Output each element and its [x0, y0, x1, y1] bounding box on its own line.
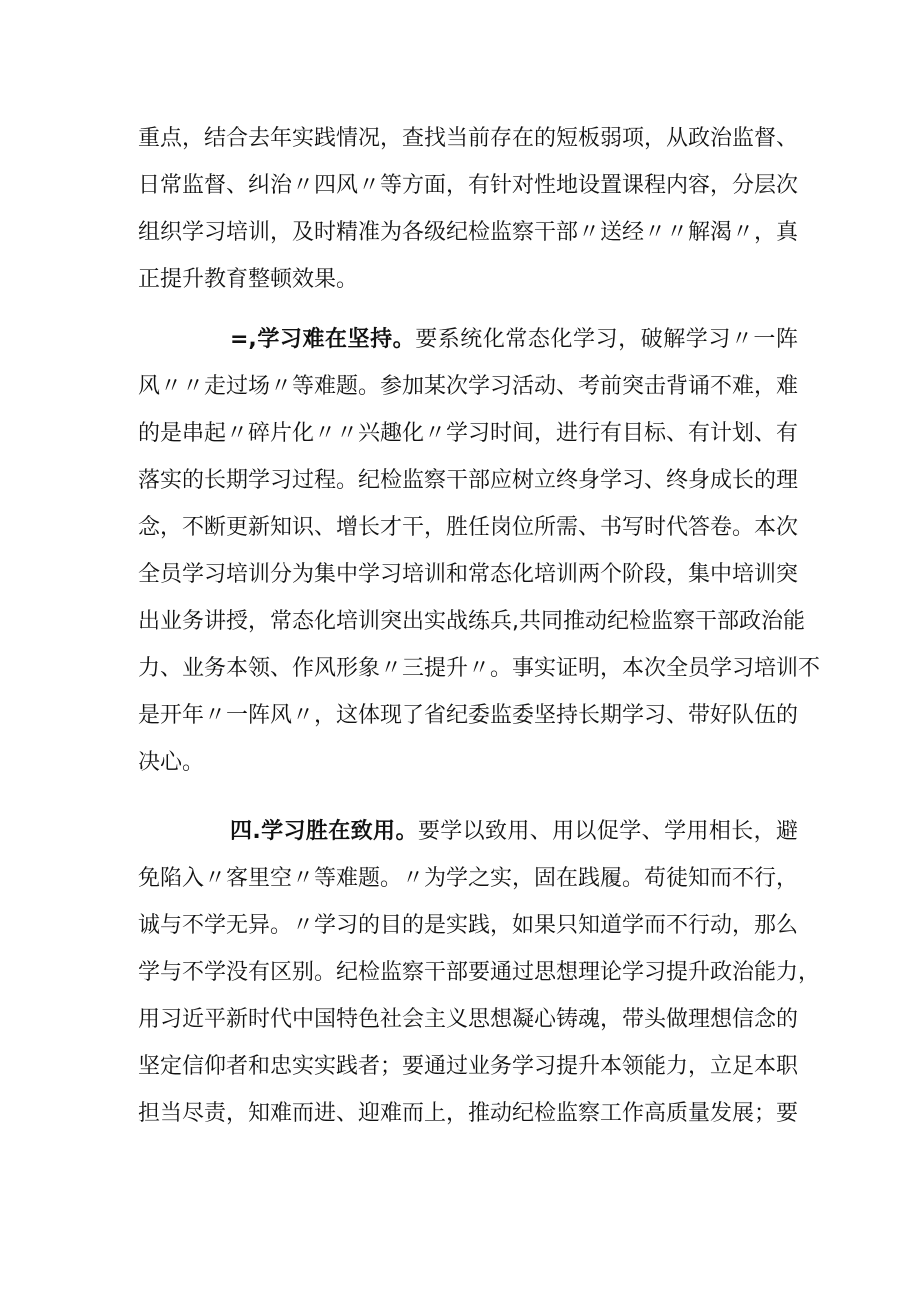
paragraph-first-line	[230, 323, 798, 357]
text-line: 组织学习培训，及时精准为各级纪检监察干部〃送经〃〃解渴〃，真	[138, 220, 799, 245]
text-line: 的是串起〃碎片化〃〃兴趣化〃学习时间，进行有目标、有计划、有	[138, 421, 799, 446]
text-line: 学与不学没有区别。纪检监察干部要通过思想理论学习提升政治能力，	[138, 960, 821, 985]
text-span: 要学以致用、用以促学、学用相长，避	[417, 819, 798, 844]
section-heading: 四.学习胜在致用。	[230, 819, 418, 844]
text-line: 是开年〃一阵风〃，这体现了省纪委监委坚持长期学习、带好队伍的	[138, 703, 799, 728]
text-line: 决心。	[138, 750, 205, 775]
text-line: 免陷入〃客里空〃等难题。〃为学之实，固在践履。苟徒知而不行，	[138, 866, 799, 891]
text-line: 诚与不学无异。〃学习的目的是实践，如果只知道学而不行动，那么	[138, 913, 799, 938]
text-line: 担当尽责，知难而进、迎难而上，推动纪检监察工作高质量发展；要	[138, 1101, 799, 1126]
text-line: 风〃〃走过场〃等难题。参加某次学习活动、考前突击背诵不难，难	[138, 374, 799, 399]
text-line: 念，不断更新知识、增长才干，胜任岗位所需、书写时代答卷。本次	[138, 515, 799, 540]
section-heading: =,学习难在坚持。	[230, 327, 416, 352]
paragraph-first-line	[230, 815, 798, 849]
text-line: 坚定信仰者和忠实实践者；要通过业务学习提升本领能力，立足本职	[138, 1054, 799, 1079]
text-line: 日常监督、纠治〃四风〃等方面，有针对性地设置课程内容，分层次	[138, 173, 799, 198]
text-line: 用习近平新时代中国特色社会主义思想凝心铸魂，带头做理想信念的	[138, 1007, 799, 1032]
text-line: 落实的长期学习过程。纪检监察干部应树立终身学习、终身成长的理	[138, 468, 799, 493]
text-line: 全员学习培训分为集中学习培训和常态化培训两个阶段，集中培训突	[138, 562, 799, 587]
text-line: 重点，结合去年实践情况，查找当前存在的短板弱项，从政治监督、	[138, 126, 799, 151]
text-line: 出业务讲授，常态化培训突出实战练兵,共同推动纪检监察干部政治能	[138, 609, 805, 634]
text-line: 正提升教育整顿效果。	[138, 267, 359, 292]
text-line: 力、业务本领、作风形象〃三提升〃。事实证明，本次全员学习培训不	[138, 656, 821, 681]
text-span: 要系统化常态化学习，破解学习〃一阵	[415, 327, 798, 352]
